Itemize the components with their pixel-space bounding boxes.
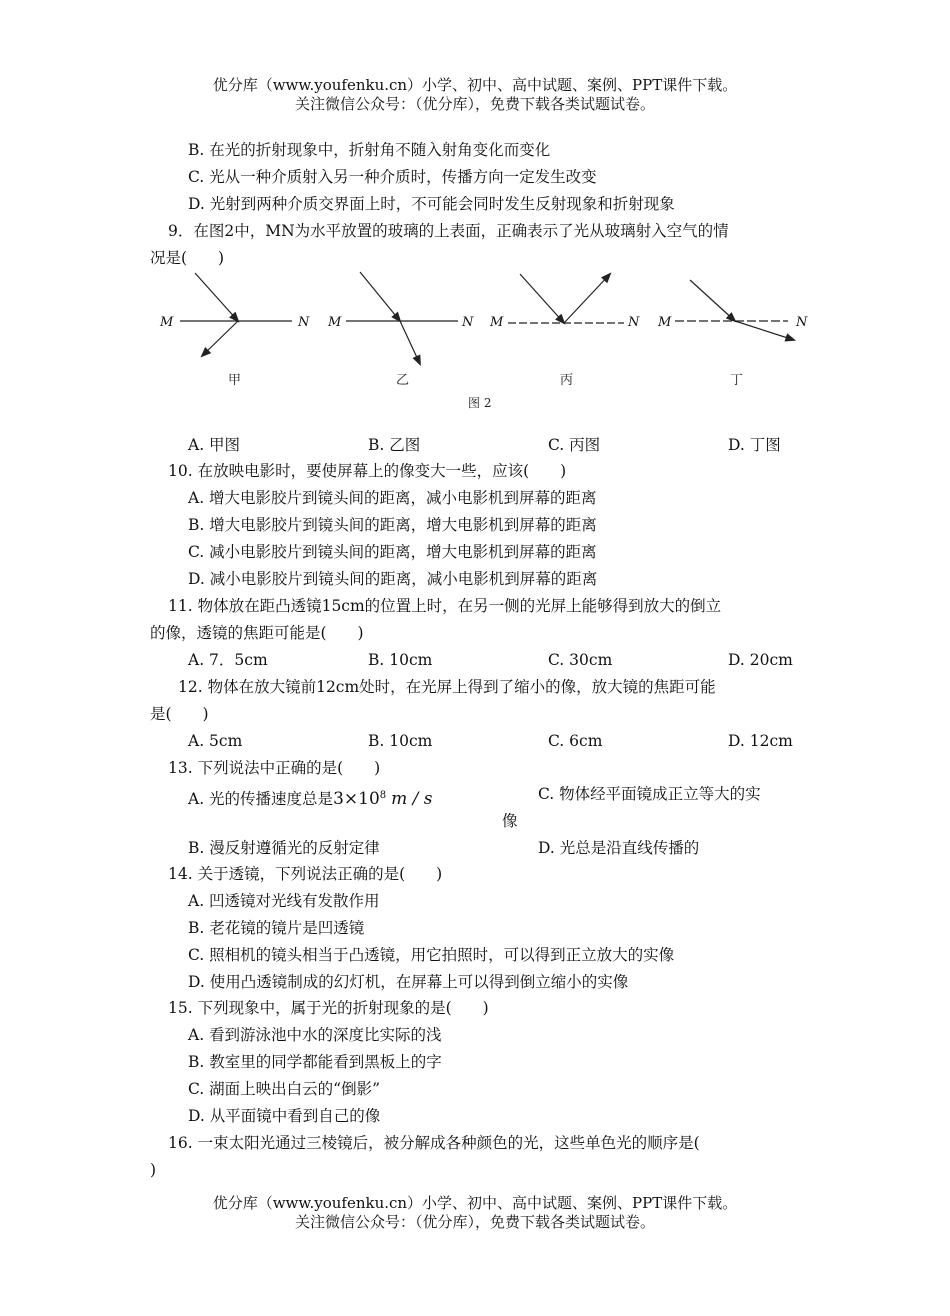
q11-stem-line-2: 的像，透镜的焦距可能是( )	[150, 624, 364, 642]
panel-yi-label-n: N	[462, 315, 474, 330]
panel-ding-incident-ray	[690, 280, 735, 321]
q8-option-d: D. 光射到两种介质交界面上时，不可能会同时发生反射现象和折射现象	[188, 195, 675, 213]
panel-bing-reflected-ray	[564, 274, 610, 323]
q10-option-d: D. 减小电影胶片到镜头间的距离，减小电影机到屏幕的距离	[188, 570, 598, 588]
q10-option-c: C. 减小电影胶片到镜头间的距离，增大电影机到屏幕的距离	[188, 543, 597, 561]
q13-option-c-line-1: C. 物体经平面镜成正立等大的实	[538, 785, 761, 803]
q12-option-a: A. 5cm	[188, 732, 243, 750]
panel-ding-label-n: N	[796, 315, 808, 330]
q11-option-d: D. 20cm	[728, 651, 793, 669]
q13-speed-unit: m / s	[391, 789, 433, 810]
q9-option-c: C. 丙图	[548, 436, 601, 454]
panel-jia-refracted-ray	[202, 321, 238, 356]
panel-bing-incident-ray	[520, 274, 564, 323]
q13-option-b: B. 漫反射遵循光的反射定律	[188, 839, 380, 857]
panel-jia-incident-ray	[195, 273, 238, 321]
figure-caption: 图 2	[468, 396, 492, 410]
q12-stem-line-2: 是( )	[150, 705, 209, 723]
panel-ding-label-m: M	[658, 315, 672, 330]
q11-option-b: B. 10cm	[368, 651, 433, 669]
q15-option-c: C. 湖面上映出白云的“倒影”	[188, 1080, 381, 1098]
q14-option-b: B. 老花镜的镜片是凹透镜	[188, 919, 365, 937]
q13-option-a	[188, 786, 432, 809]
q11-option-c: C. 30cm	[548, 651, 613, 669]
panel-yi-incident-ray	[360, 272, 400, 321]
q10-stem: 10. 在放映电影时，要使屏幕上的像变大一些，应该( )	[168, 462, 567, 480]
q15-option-b: B. 教室里的同学都能看到黑板上的字	[188, 1053, 442, 1071]
q9-option-a: A. 甲图	[188, 436, 241, 454]
q8-option-c: C. 光从一种介质射入另一种介质时，传播方向一定发生改变	[188, 168, 597, 186]
q9-stem-line-2: 况是( )	[150, 249, 225, 267]
q13-stem: 13. 下列说法中正确的是( )	[168, 759, 381, 777]
q15-option-d: D. 从平面镜中看到自己的像	[188, 1107, 381, 1125]
q9-stem-line-1: 9．在图2中，MN为水平放置的玻璃的上表面，正确表示了光从玻璃射入空气的情	[168, 222, 729, 240]
panel-jia-label-n: N	[298, 315, 310, 330]
q14-option-c: C. 照相机的镜头相当于凸透镜，用它拍照时，可以得到正立放大的实像	[188, 946, 675, 964]
panel-bing-label-m: M	[490, 315, 504, 330]
panel-yi-label-m: M	[328, 315, 342, 330]
figure-2-svg	[150, 268, 820, 418]
q12-option-b: B. 10cm	[368, 732, 433, 750]
q11-option-a: A. 7．5cm	[188, 651, 268, 669]
q13-speed-base: 3×10	[333, 789, 380, 810]
q12-stem-line-1: 12. 物体在放大镜前12cm处时，在光屏上得到了缩小的像，放大镜的焦距可能	[178, 678, 716, 696]
panel-jia-label-m: M	[160, 315, 174, 330]
q9-option-b: B. 乙图	[368, 436, 421, 454]
footer-line-2: 关注微信公众号：（优分库），免费下载各类试题试卷。	[294, 1213, 655, 1231]
q13-speed-exponent: 8	[379, 790, 387, 801]
panel-label-bing: 丙	[560, 373, 574, 388]
q9-option-d: D. 丁图	[728, 436, 781, 454]
q12-option-c: C. 6cm	[548, 732, 603, 750]
q15-option-a: A. 看到游泳池中水的深度比实际的浅	[188, 1026, 442, 1044]
q10-option-a: A. 增大电影胶片到镜头间的距离，减小电影机到屏幕的距离	[188, 489, 597, 507]
panel-label-yi: 乙	[396, 373, 410, 388]
q15-stem: 15. 下列现象中，属于光的折射现象的是( )	[168, 999, 489, 1017]
panel-label-jia: 甲	[228, 373, 242, 388]
q12-option-d: D. 12cm	[728, 732, 793, 750]
page-header	[0, 76, 950, 114]
panel-label-ding: 丁	[730, 373, 744, 388]
footer-line-1: 优分库（www.youfenku.cn）小学、初中、高中试题、案例、PPT课件下载。	[212, 1194, 738, 1212]
panel-yi-refracted-ray	[400, 321, 420, 364]
q16-stem-line-1: 16. 一束太阳光通过三棱镜后，被分解成各种颜色的光，这些单色光的顺序是(	[168, 1134, 700, 1152]
panel-bing-label-n: N	[628, 315, 640, 330]
q16-stem-line-2: )	[150, 1161, 157, 1179]
q11-stem-line-1: 11. 物体放在距凸透镜15cm的位置上时，在另一侧的光屏上能够得到放大的倒立	[168, 597, 722, 615]
q13-option-c-line-2: 像	[502, 812, 518, 830]
q10-option-b: B. 增大电影胶片到镜头间的距离，增大电影机到屏幕的距离	[188, 516, 597, 534]
header-line-1: 优分库（www.youfenku.cn）小学、初中、高中试题、案例、PPT课件下载。	[212, 76, 738, 94]
q14-stem: 14. 关于透镜，下列说法正确的是( )	[168, 865, 443, 883]
panel-ding-refracted-ray	[735, 321, 794, 340]
q13-option-a-text: A. 光的传播速度总是	[188, 790, 334, 809]
page-footer	[0, 1194, 950, 1232]
q8-option-b: B. 在光的折射现象中，折射角不随入射角变化而变化	[188, 141, 551, 159]
q13-option-d: D. 光总是沿直线传播的	[538, 839, 700, 857]
figure-2	[150, 268, 820, 418]
header-line-2: 关注微信公众号：（优分库），免费下载各类试题试卷。	[294, 95, 655, 113]
q14-option-a: A. 凹透镜对光线有发散作用	[188, 892, 380, 910]
q14-option-d: D. 使用凸透镜制成的幻灯机，在屏幕上可以得到倒立缩小的实像	[188, 973, 629, 991]
